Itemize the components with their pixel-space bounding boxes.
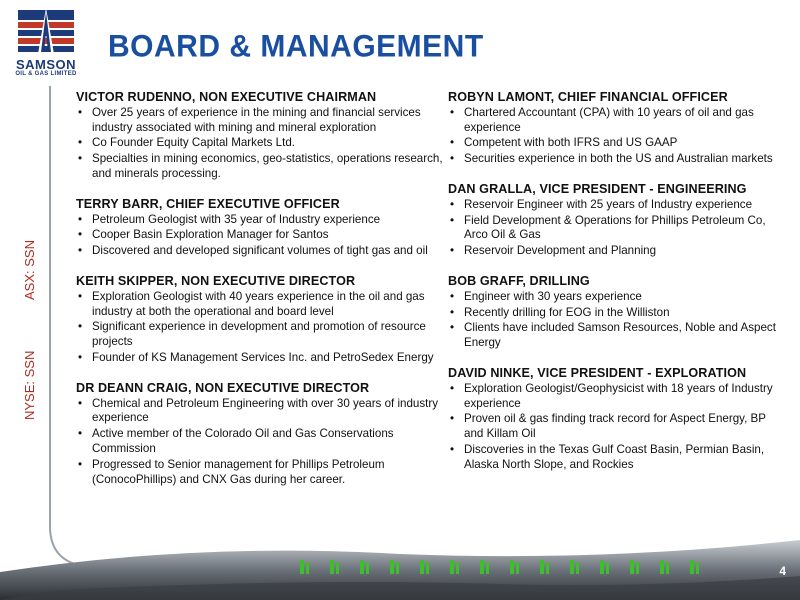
bio-bullet-list <box>76 290 446 366</box>
logo-name: SAMSON <box>15 57 77 72</box>
bio-bullet: • Recently drilling for EOG in the Williston <box>448 306 783 321</box>
bio-bullet: • Securities experience in both the US and Australian markets <box>448 152 783 167</box>
bio-bullet-list <box>76 106 446 182</box>
bio-bullet-list <box>76 397 446 488</box>
bio-bullet: • Co Founder Equity Capital Markets Ltd. <box>76 136 446 151</box>
page-title: BOARD & MANAGEMENT <box>108 29 484 64</box>
bio-section <box>448 182 783 259</box>
bio-section <box>76 90 446 182</box>
bio-bullet: • Cooper Basin Exploration Manager for Santos <box>76 228 446 243</box>
bio-heading: BOB GRAFF, DRILLING <box>448 273 590 288</box>
bio-bullet: • Specialties in mining economics, geo-statistics, operations research, and minerals processing. <box>76 152 446 182</box>
bio-heading: DAN GRALLA, VICE PRESIDENT - ENGINEERING <box>448 181 747 196</box>
bio-bullet: • Discovered and developed significant volumes of tight gas and oil <box>76 244 446 259</box>
bio-heading: DR DEANN CRAIG, NON EXECUTIVE DIRECTOR <box>76 380 370 395</box>
bio-bullet: • Active member of the Colorado Oil and Gas Conservations Commission <box>76 427 446 457</box>
bio-bullet: • Proven oil & gas finding track record for Aspect Energy, BP and Killam Oil <box>448 412 783 442</box>
bio-section <box>76 197 446 259</box>
bio-bullet: • Exploration Geologist with 40 years experience in the oil and gas industry at both the operational and board level <box>76 290 446 320</box>
bio-section <box>448 366 783 473</box>
bio-bullet: • Petroleum Geologist with 35 year of Industry experience <box>76 213 446 228</box>
bio-bullet: • Discoveries in the Texas Gulf Coast Basin, Permian Basin, Alaska North Slope, and Rockies <box>448 443 783 473</box>
bio-bullet-list <box>448 198 783 259</box>
bio-heading: DAVID NINKE, VICE PRESIDENT - EXPLORATION <box>448 365 747 380</box>
bio-bullet: • Clients have included Samson Resources, Noble and Aspect Energy <box>448 321 783 351</box>
bio-bullet: • Significant experience in development and promotion of resource projects <box>76 320 446 350</box>
bio-section <box>448 90 783 167</box>
bio-bullet: • Engineer with 30 years experience <box>448 290 783 305</box>
bio-bullet: • Chartered Accountant (CPA) with 10 years of oil and gas experience <box>448 106 783 136</box>
bio-heading: TERRY BARR, CHIEF EXECUTIVE OFFICER <box>76 196 340 211</box>
bio-bullet: • Over 25 years of experience in the mining and financial services industry associated with mining and mineral exploration <box>76 106 446 136</box>
bio-bullet: • Exploration Geologist/Geophysicist with 18 years of Industry experience <box>448 382 783 412</box>
bio-section <box>448 274 783 351</box>
bio-bullet-list <box>76 213 446 259</box>
pipe-line-decoration <box>47 86 77 566</box>
left-column <box>76 90 446 502</box>
nyse-ticker: NYSE: SSN <box>22 350 37 420</box>
bio-heading: KEITH SKIPPER, NON EXECUTIVE DIRECTOR <box>76 273 356 288</box>
bio-bullet: • Reservoir Engineer with 25 years of Industry experience <box>448 198 783 213</box>
ground-decoration <box>0 532 800 600</box>
bio-bullet: • Reservoir Development and Planning <box>448 244 783 259</box>
bio-bullet: • Field Development & Operations for Phillips Petroleum Co, Arco Oil & Gas <box>448 214 783 244</box>
bio-bullet: • Competent with both IFRS and US GAAP <box>448 136 783 151</box>
logo-text <box>6 58 86 77</box>
logo-subtitle: OIL & GAS LIMITED <box>15 71 77 77</box>
asx-ticker: ASX: SSN <box>22 240 37 300</box>
bio-bullet-list <box>448 106 783 167</box>
bio-bullet: • Chemical and Petroleum Engineering with over 30 years of industry experience <box>76 397 446 427</box>
bio-heading: VICTOR RUDENNO, NON EXECUTIVE CHAIRMAN <box>76 90 377 104</box>
bio-heading: ROBYN LAMONT, CHIEF FINANCIAL OFFICER <box>448 90 728 104</box>
bio-bullet-list <box>448 290 783 351</box>
bio-bullet: • Progressed to Senior management for Phillips Petroleum (ConocoPhillips) and CNX Gas during her career. <box>76 458 446 488</box>
page-number: 4 <box>779 564 786 578</box>
bio-bullet: • Founder of KS Management Services Inc. and PetroSedex Energy <box>76 351 446 366</box>
bio-section <box>76 381 446 488</box>
bio-bullet-list <box>448 382 783 473</box>
right-column <box>448 90 783 488</box>
bio-section <box>76 274 446 366</box>
